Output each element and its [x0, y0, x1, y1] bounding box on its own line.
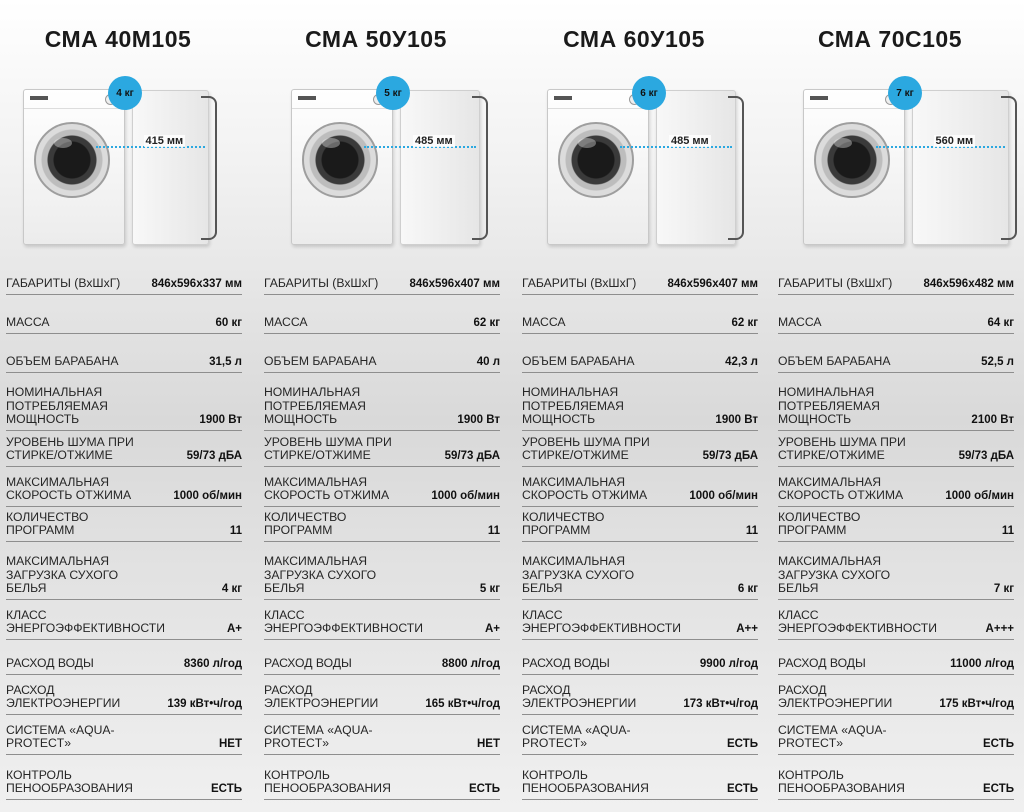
- spec-value: 59/73 дБА: [444, 450, 500, 462]
- spec-row-energy-class: [778, 600, 1014, 640]
- spec-label: КЛАСС ЭНЕРГОЭФФЕКТИВНОСТИ: [264, 607, 423, 636]
- spec-value: 139 кВт•ч/год: [167, 698, 242, 710]
- spec-label: МАКСИМАЛЬНАЯ СКОРОСТЬ ОТЖИМА: [264, 474, 390, 503]
- spec-label: КОЛИЧЕСТВО ПРОГРАММ: [778, 509, 861, 538]
- spec-row-load: [522, 542, 758, 600]
- depth-label: 485 мм: [415, 135, 453, 147]
- brand-logo: [30, 96, 48, 100]
- machine-side-view: [132, 90, 209, 245]
- spec-row-aqua: [778, 715, 1014, 755]
- spec-row-spin: [6, 467, 242, 507]
- spec-label: УРОВЕНЬ ШУМА ПРИ СТИРКЕ/ОТЖИМЕ: [264, 434, 392, 463]
- model-title: СМА 50У105: [305, 26, 447, 52]
- spec-value: 59/73 дБА: [958, 450, 1014, 462]
- load-badge: 5 кг: [376, 76, 410, 110]
- spec-label: ОБЪЕМ БАРАБАНА: [778, 354, 891, 369]
- spec-label: МАКСИМАЛЬНАЯ СКОРОСТЬ ОТЖИМА: [522, 474, 648, 503]
- washing-machine-image: [286, 76, 491, 251]
- spec-label: НОМИНАЛЬНАЯ ПОТРЕБЛЯЕМАЯ МОЩНОСТЬ: [522, 385, 624, 427]
- spec-value: ЕСТЬ: [983, 738, 1014, 750]
- spec-row-mass: [6, 295, 242, 334]
- door-icon: [814, 122, 890, 198]
- spec-label: МАКСИМАЛЬНАЯ ЗАГРУЗКА СУХОГО БЕЛЬЯ: [778, 554, 891, 596]
- spec-label: КЛАСС ЭНЕРГОЭФФЕКТИВНОСТИ: [6, 607, 165, 636]
- spec-label: КОНТРОЛЬ ПЕНООБРАЗОВАНИЯ: [522, 767, 649, 796]
- spec-label: ОБЪЕМ БАРАБАНА: [6, 354, 119, 369]
- spec-value: 42,3 л: [725, 356, 758, 368]
- spec-value: 7 кг: [993, 583, 1014, 595]
- machine-front-view: [23, 89, 125, 245]
- spec-value: 1900 Вт: [715, 414, 758, 426]
- brand-logo: [554, 96, 572, 100]
- spec-row-aqua: [522, 715, 758, 755]
- spec-value: 2100 Вт: [971, 414, 1014, 426]
- spec-label: СИСТЕМА «AQUA-PROTECT»: [522, 722, 631, 751]
- spec-label: УРОВЕНЬ ШУМА ПРИ СТИРКЕ/ОТЖИМЕ: [6, 434, 134, 463]
- spec-row-drum: [6, 334, 242, 373]
- spec-row-noise: [778, 431, 1014, 467]
- spec-label: УРОВЕНЬ ШУМА ПРИ СТИРКЕ/ОТЖИМЕ: [522, 434, 650, 463]
- spec-row-power: [264, 373, 500, 431]
- spec-value: ЕСТЬ: [469, 783, 500, 795]
- spec-row-mass: [522, 295, 758, 334]
- spec-label: ГАБАРИТЫ (ВхШхГ): [264, 276, 379, 291]
- spec-label: РАСХОД ЭЛЕКТРОЭНЕРГИИ: [264, 682, 379, 711]
- spec-value: 8360 л/год: [183, 658, 242, 670]
- washing-machine-image: [798, 76, 1003, 251]
- spec-row-dims: [264, 262, 500, 295]
- spec-label: СИСТЕМА «AQUA-PROTECT»: [6, 722, 115, 751]
- spec-label: НОМИНАЛЬНАЯ ПОТРЕБЛЯЕМАЯ МОЩНОСТЬ: [778, 385, 880, 427]
- spec-value: ЕСТЬ: [983, 783, 1014, 795]
- spec-label: МАКСИМАЛЬНАЯ ЗАГРУЗКА СУХОГО БЕЛЬЯ: [6, 554, 119, 596]
- spec-label: НОМИНАЛЬНАЯ ПОТРЕБЛЯЕМАЯ МОЩНОСТЬ: [264, 385, 366, 427]
- spec-row-drum: [522, 334, 758, 373]
- hose-icon: [201, 96, 217, 240]
- spec-row-foam: [6, 755, 242, 800]
- spec-value: ЕСТЬ: [211, 783, 242, 795]
- spec-row-noise: [6, 431, 242, 467]
- load-badge: 4 кг: [108, 76, 142, 110]
- spec-row-dims: [778, 262, 1014, 295]
- spec-value: 1000 об/мин: [173, 490, 242, 502]
- spec-label: РАСХОД ЭЛЕКТРОЭНЕРГИИ: [778, 682, 893, 711]
- spec-row-power: [778, 373, 1014, 431]
- door-icon: [558, 122, 634, 198]
- spec-row-noise: [522, 431, 758, 467]
- spec-row-water: [6, 640, 242, 675]
- spec-label: ГАБАРИТЫ (ВхШхГ): [778, 276, 893, 291]
- spec-label: РАСХОД ЭЛЕКТРОЭНЕРГИИ: [522, 682, 637, 711]
- spec-row-aqua: [6, 715, 242, 755]
- machine-front-view: [291, 89, 393, 245]
- spec-row-noise: [264, 431, 500, 467]
- spec-value: ЕСТЬ: [727, 783, 758, 795]
- spec-label: КОЛИЧЕСТВО ПРОГРАММ: [522, 509, 605, 538]
- spec-value: 4 кг: [221, 583, 242, 595]
- spec-label: ОБЪЕМ БАРАБАНА: [522, 354, 635, 369]
- spec-value: 846x596x407 мм: [667, 278, 758, 290]
- model-column: [0, 0, 240, 812]
- spec-row-mass: [778, 295, 1014, 334]
- spec-list: [522, 262, 758, 800]
- spec-row-energy-class: [6, 600, 242, 640]
- spec-row-electricity: [778, 675, 1014, 715]
- spec-row-programs: [264, 507, 500, 542]
- spec-label: МАКСИМАЛЬНАЯ ЗАГРУЗКА СУХОГО БЕЛЬЯ: [522, 554, 635, 596]
- spec-value: 846x596x337 мм: [151, 278, 242, 290]
- spec-row-electricity: [6, 675, 242, 715]
- spec-label: РАСХОД ВОДЫ: [522, 656, 610, 671]
- model-column: [768, 0, 1012, 812]
- spec-row-programs: [6, 507, 242, 542]
- spec-label: ГАБАРИТЫ (ВхШхГ): [522, 276, 637, 291]
- spec-row-water: [522, 640, 758, 675]
- spec-row-spin: [778, 467, 1014, 507]
- spec-label: СИСТЕМА «AQUA-PROTECT»: [264, 722, 373, 751]
- spec-label: КОНТРОЛЬ ПЕНООБРАЗОВАНИЯ: [6, 767, 133, 796]
- spec-row-electricity: [264, 675, 500, 715]
- depth-label: 560 мм: [935, 135, 974, 147]
- model-title: СМА 60У105: [563, 26, 705, 52]
- spec-label: РАСХОД ВОДЫ: [6, 656, 94, 671]
- model-title: СМА 70С105: [817, 26, 963, 52]
- spec-value: А+++: [985, 623, 1014, 635]
- hose-icon: [472, 96, 488, 240]
- spec-row-load: [264, 542, 500, 600]
- spec-label: СИСТЕМА «AQUA-PROTECT»: [778, 722, 887, 751]
- spec-row-dims: [522, 262, 758, 295]
- spec-label: МАКСИМАЛЬНАЯ СКОРОСТЬ ОТЖИМА: [778, 474, 904, 503]
- spec-value: 173 кВт•ч/год: [683, 698, 758, 710]
- spec-value: 59/73 дБА: [186, 450, 242, 462]
- spec-value: 52,5 л: [981, 356, 1014, 368]
- spec-row-foam: [522, 755, 758, 800]
- spec-label: НОМИНАЛЬНАЯ ПОТРЕБЛЯЕМАЯ МОЩНОСТЬ: [6, 385, 108, 427]
- spec-value: 6 кг: [737, 583, 758, 595]
- spec-row-programs: [778, 507, 1014, 542]
- spec-label: ГАБАРИТЫ (ВхШхГ): [6, 276, 121, 291]
- spec-value: 11: [229, 525, 242, 537]
- spec-row-mass: [264, 295, 500, 334]
- spec-value: 8800 л/год: [441, 658, 500, 670]
- spec-row-energy-class: [522, 600, 758, 640]
- spec-label: УРОВЕНЬ ШУМА ПРИ СТИРКЕ/ОТЖИМЕ: [778, 434, 906, 463]
- spec-value: 1000 об/мин: [689, 490, 758, 502]
- spec-label: КОНТРОЛЬ ПЕНООБРАЗОВАНИЯ: [264, 767, 391, 796]
- spec-row-power: [6, 373, 242, 431]
- washing-machine-image: [18, 76, 223, 251]
- machine-front-view: [803, 89, 905, 245]
- spec-label: МАССА: [778, 315, 822, 330]
- door-icon: [302, 122, 378, 198]
- spec-label: РАСХОД ВОДЫ: [264, 656, 352, 671]
- spec-list: [6, 262, 242, 800]
- spec-list: [778, 262, 1014, 800]
- spec-label: МАССА: [522, 315, 566, 330]
- spec-value: 62 кг: [731, 317, 758, 329]
- load-badge: 7 кг: [888, 76, 922, 110]
- spec-value: НЕТ: [219, 738, 242, 750]
- spec-value: 1000 об/мин: [945, 490, 1014, 502]
- spec-label: ОБЪЕМ БАРАБАНА: [264, 354, 377, 369]
- spec-label: МАКСИМАЛЬНАЯ ЗАГРУЗКА СУХОГО БЕЛЬЯ: [264, 554, 377, 596]
- spec-row-load: [6, 542, 242, 600]
- door-icon: [34, 122, 110, 198]
- spec-value: 846x596x407 мм: [409, 278, 500, 290]
- spec-row-drum: [778, 334, 1014, 373]
- spec-value: 64 кг: [987, 317, 1014, 329]
- spec-row-foam: [264, 755, 500, 800]
- spec-value: 11: [1001, 525, 1014, 537]
- spec-row-load: [778, 542, 1014, 600]
- brand-logo: [298, 96, 316, 100]
- brand-logo: [810, 96, 828, 100]
- spec-row-spin: [264, 467, 500, 507]
- spec-list: [264, 262, 500, 800]
- spec-row-water: [778, 640, 1014, 675]
- spec-label: КОЛИЧЕСТВО ПРОГРАММ: [264, 509, 347, 538]
- hose-icon: [728, 96, 744, 240]
- spec-value: 5 кг: [479, 583, 500, 595]
- spec-value: А++: [736, 623, 758, 635]
- spec-value: 11: [745, 525, 758, 537]
- spec-value: 11000 л/год: [950, 658, 1014, 670]
- spec-value: 1900 Вт: [199, 414, 242, 426]
- depth-label: 485 мм: [671, 135, 709, 147]
- spec-row-power: [522, 373, 758, 431]
- spec-row-aqua: [264, 715, 500, 755]
- spec-row-energy-class: [264, 600, 500, 640]
- spec-value: 62 кг: [473, 317, 500, 329]
- spec-row-electricity: [522, 675, 758, 715]
- spec-label: МАССА: [6, 315, 50, 330]
- spec-row-foam: [778, 755, 1014, 800]
- load-badge: 6 кг: [632, 76, 666, 110]
- spec-value: 11: [487, 525, 500, 537]
- spec-label: КОЛИЧЕСТВО ПРОГРАММ: [6, 509, 89, 538]
- spec-label: МАКСИМАЛЬНАЯ СКОРОСТЬ ОТЖИМА: [6, 474, 132, 503]
- machine-side-view: [400, 90, 480, 245]
- model-title: СМА 40М105: [44, 26, 192, 52]
- spec-value: ЕСТЬ: [727, 738, 758, 750]
- spec-value: 165 кВт•ч/год: [425, 698, 500, 710]
- spec-row-water: [264, 640, 500, 675]
- spec-value: 1900 Вт: [457, 414, 500, 426]
- model-column: [512, 0, 756, 812]
- spec-value: НЕТ: [477, 738, 500, 750]
- machine-side-view: [912, 90, 1009, 245]
- spec-value: 60 кг: [215, 317, 242, 329]
- spec-value: 40 л: [476, 356, 500, 368]
- washing-machine-image: [542, 76, 747, 251]
- spec-label: РАСХОД ВОДЫ: [778, 656, 866, 671]
- spec-value: 175 кВт•ч/год: [939, 698, 1014, 710]
- spec-value: 31,5 л: [209, 356, 242, 368]
- spec-row-programs: [522, 507, 758, 542]
- spec-value: 9900 л/год: [699, 658, 758, 670]
- depth-label: 415 мм: [145, 135, 184, 147]
- spec-value: 1000 об/мин: [431, 490, 500, 502]
- hose-icon: [1001, 96, 1017, 240]
- model-column: [254, 0, 498, 812]
- machine-front-view: [547, 89, 649, 245]
- spec-row-drum: [264, 334, 500, 373]
- machine-side-view: [656, 90, 736, 245]
- spec-label: КЛАСС ЭНЕРГОЭФФЕКТИВНОСТИ: [778, 607, 937, 636]
- spec-value: 846x596x482 мм: [923, 278, 1014, 290]
- spec-row-dims: [6, 262, 242, 295]
- spec-value: А+: [226, 623, 242, 635]
- spec-label: КЛАСС ЭНЕРГОЭФФЕКТИВНОСТИ: [522, 607, 681, 636]
- spec-value: 59/73 дБА: [702, 450, 758, 462]
- spec-label: РАСХОД ЭЛЕКТРОЭНЕРГИИ: [6, 682, 121, 711]
- spec-label: КОНТРОЛЬ ПЕНООБРАЗОВАНИЯ: [778, 767, 905, 796]
- spec-value: А+: [484, 623, 500, 635]
- spec-label: МАССА: [264, 315, 308, 330]
- spec-row-spin: [522, 467, 758, 507]
